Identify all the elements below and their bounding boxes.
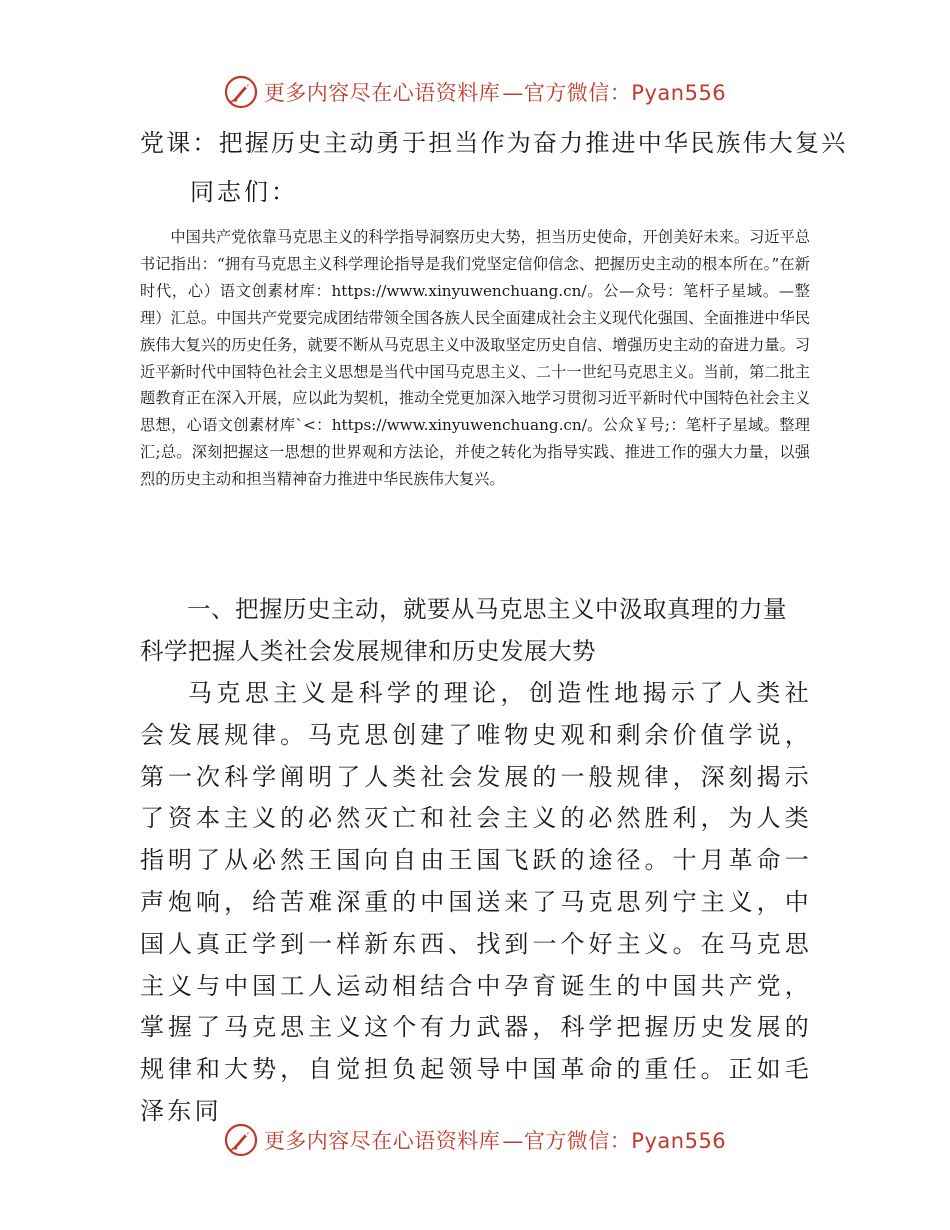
banner-wechat: —官方微信：Pyan556 xyxy=(502,81,727,105)
pen-nib-logo-icon xyxy=(224,1123,258,1157)
header-banner xyxy=(0,72,950,112)
document-title: 党课：把握历史主动勇于担当作为奋力推进中华民族伟大复兴 xyxy=(140,129,848,157)
banner-wechat: —官方微信：Pyan556 xyxy=(502,1129,727,1153)
section-heading: 一、把握历史主动，就要从马克思主义中汲取真理的力量科学把握人类社会发展规律和历史发展大势 xyxy=(140,595,787,665)
body-paragraph: 马克思主义是科学的理论，创造性地揭示了人类社会发展规律。马克思创建了唯物史观和剩余价值学说，第一次科学阐明了人类社会发展的一般规律，深刻揭示了资本主义的必然灭亡和社会主义的必然胜利，为人类指明了从必然王国向自由王国飞跃的途径。十月革命一声炮响，给苦难深重的中国送来了马克思列宁主义，中国人真正学到一样新东西、找到一个好主义。在马克思主义与中国工人运动相结合中孕育诞生的中国共产党，掌握了马克思主义这个有力武器，科学把握历史发展的规律和大势，自觉担负起领导中国革命的重任。正如毛泽东同 xyxy=(140,679,812,1125)
banner-text: 更多内容尽在心语资料库 xyxy=(263,81,501,105)
greeting: 同志们： xyxy=(190,178,298,206)
banner-text: 更多内容尽在心语资料库 xyxy=(263,1129,501,1153)
pen-nib-logo-icon xyxy=(224,75,258,109)
footer-banner xyxy=(0,1120,950,1160)
intro-paragraph: 中国共产党依靠马克思主义的科学指导洞察历史大势，担当历史使命，开创美好未来。习近平总书记指出：“拥有马克思主义科学理论指导是我们党坚定信仰信念、把握历史主动的根本所在。”在新时代，心）语文创素材库：https://www.xinyuwenchuang.cn/。公—众号：笔杆子星域。—整理）汇总。中国共产党要完成团结带领全国各族人民全面建成社会主义现代化强国、全面推进中华民族伟大复兴的历史任务，就要不断从马克思主义中汲取坚定历史自信、增强历史主动的奋进力量。习近平新时代中国特色社会主义思想是当代中国马克思主义、二十一世纪马克思主义。当前，第二批主题教育正在深入开展，应以此为契机，推动全党更加深入地学习贯彻习近平新时代中国特色社会主义思想，心语文创素材库`<：https://www.xinyuwenchuang.cn/。公众￥号;：笔杆子星域。整理汇;总。深刻把握这一思想的世界观和方法论，并使之转化为指导实践、推进工作的强大力量，以强烈的历史主动和担当精神奋力推进中华民族伟大复兴。 xyxy=(140,228,810,489)
